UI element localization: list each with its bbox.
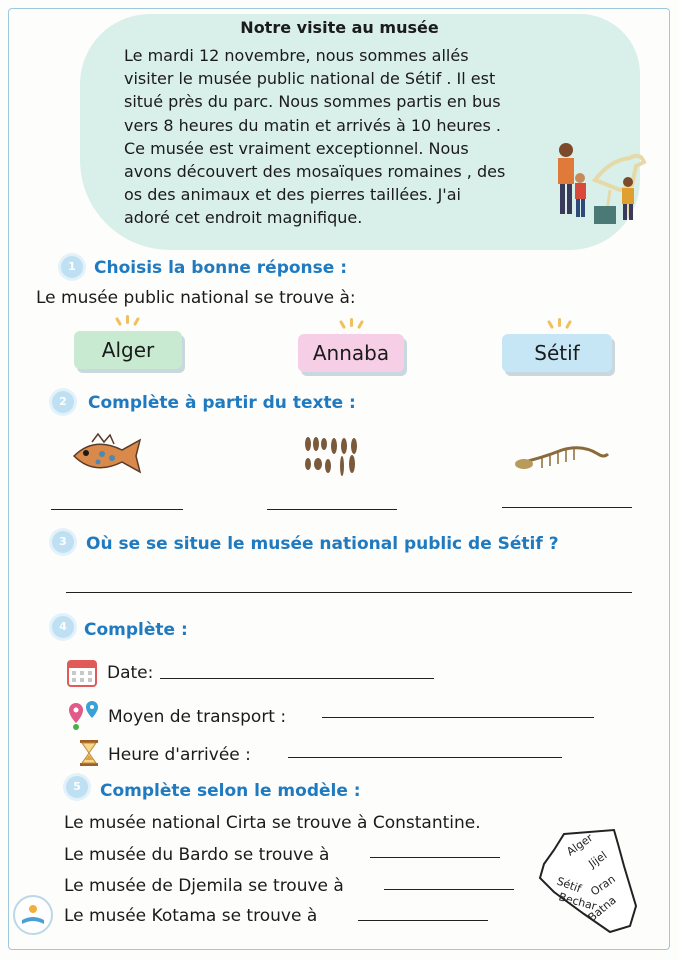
choice-annaba-button[interactable]: Annaba <box>298 334 404 372</box>
map-city-label: Jijel <box>586 848 610 871</box>
map-city-label: Alger <box>564 831 596 859</box>
map-city-label: Sétif <box>554 874 583 896</box>
story-line: os des animaux et des pierres taillées. J'ai <box>124 185 461 205</box>
sentence-kotama: Le musée Kotama se trouve à <box>64 906 318 926</box>
question-4-heading: Complète : <box>84 620 188 640</box>
date-answer-line[interactable] <box>160 678 434 679</box>
sentence-djemila: Le musée de Djemila se trouve à <box>64 876 344 896</box>
map-city-label: Oran <box>588 872 618 899</box>
answer-line-2[interactable] <box>267 509 397 510</box>
question-number-badge: 1 <box>61 256 83 278</box>
sparkle-icon <box>337 320 367 332</box>
hourglass-icon <box>78 739 100 767</box>
question-3-heading: Où se se situe le musée national public de Sétif ? <box>86 534 559 554</box>
answer-line-djemila[interactable] <box>384 889 514 890</box>
algeria-map-icon <box>534 826 646 936</box>
story-line: situé près du parc. Nous sommes partis en bus <box>124 92 501 112</box>
question-2-heading: Complète à partir du texte : <box>88 393 356 413</box>
sparkle-icon <box>113 317 143 329</box>
question-number-badge: 3 <box>52 531 74 553</box>
date-label: Date: <box>107 663 154 683</box>
question-number-badge: 5 <box>66 776 88 798</box>
transport-label: Moyen de transport : <box>108 707 287 727</box>
school-logo-icon <box>12 894 54 936</box>
mosaic-fish-icon <box>68 432 148 478</box>
page-title: Notre visite au musée <box>240 18 439 37</box>
arrival-label: Heure d'arrivée : <box>108 745 251 765</box>
story-line: visiter le musée public national de Sétif . Il est <box>124 69 496 89</box>
sparkle-icon <box>545 320 575 332</box>
story-line: Le mardi 12 novembre, nous sommes allés <box>124 46 469 65</box>
animal-skeleton-icon <box>512 440 610 474</box>
question-number-badge: 4 <box>52 616 74 638</box>
choice-alger-button[interactable]: Alger <box>74 331 182 369</box>
story-line: Ce musée est vraiment exceptionnel. Nous <box>124 138 469 158</box>
museum-guide-illustration <box>540 140 650 230</box>
sentence-bardo: Le musée du Bardo se trouve à <box>64 845 330 865</box>
map-city-label: Batna <box>585 893 619 925</box>
question-1-heading: Choisis la bonne réponse : <box>94 258 348 278</box>
question-number-badge: 2 <box>52 391 74 413</box>
choice-setif-button[interactable]: Sétif <box>502 334 612 372</box>
model-sentence: Le musée national Cirta se trouve à Constantine. <box>64 813 481 833</box>
story-line: vers 8 heures du matin et arrivés à 10 heures . <box>124 115 502 135</box>
answer-line-kotama[interactable] <box>358 920 488 921</box>
answer-line-bardo[interactable] <box>370 857 500 858</box>
map-city-label: Bechar <box>557 890 598 913</box>
answer-line-q3[interactable] <box>66 592 632 593</box>
story-text <box>124 44 554 230</box>
story-line: adoré cet endroit magnifique. <box>124 208 363 228</box>
transport-answer-line[interactable] <box>322 717 594 718</box>
question-5-heading: Complète selon le modèle : <box>100 781 361 801</box>
answer-line-3[interactable] <box>502 507 632 508</box>
stone-tools-icon <box>302 434 364 478</box>
arrival-answer-line[interactable] <box>288 757 562 758</box>
story-line: avons découvert des mosaïques romaines , des <box>124 162 506 182</box>
answer-line-1[interactable] <box>51 509 183 510</box>
location-pin-icon <box>66 699 102 731</box>
question-1-prompt: Le musée public national se trouve à: <box>36 288 356 308</box>
calendar-icon <box>66 656 98 688</box>
